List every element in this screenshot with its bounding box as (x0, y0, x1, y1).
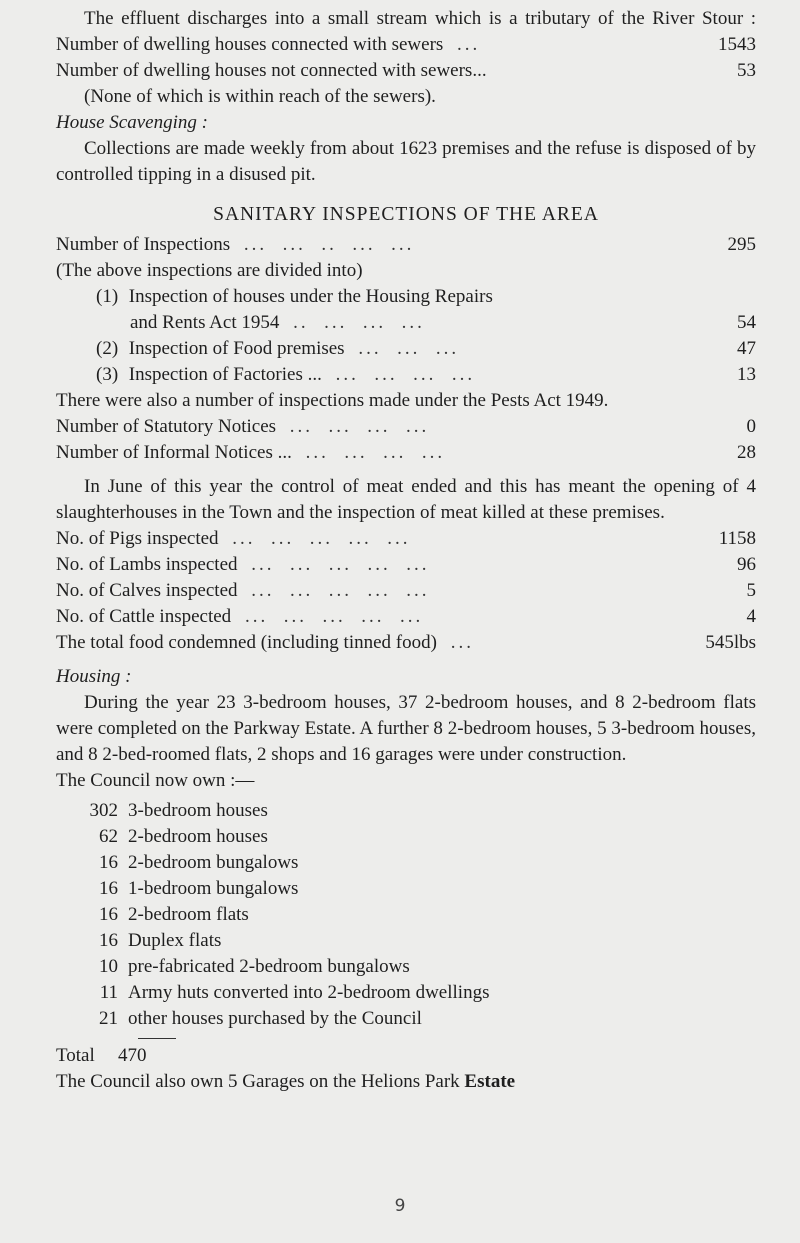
table-row (56, 578, 756, 604)
list-count: 11 (99, 982, 118, 1003)
statutory-label: Number of Statutory Notices (56, 416, 277, 437)
list-desc: 2-bedroom houses (128, 826, 268, 847)
statutory-value: 0 (746, 416, 756, 437)
informal-value: 28 (737, 442, 756, 463)
inspection-item-3 (56, 362, 756, 388)
garages-bold: Estate (464, 1071, 516, 1092)
sewer-not-connected-row (56, 58, 756, 84)
leader-dots: ... ... ... ... ... (224, 528, 411, 549)
list-desc: Army huts converted into 2-bedroom dwellings (128, 982, 490, 1003)
leader-dots: ... ... ... ... ... (243, 580, 430, 601)
list-item (84, 850, 756, 876)
meat-label: No. of Pigs inspected (56, 528, 219, 549)
item-line1: Inspection of houses under the Housing Repairs (128, 286, 493, 307)
effluent-paragraph: The effluent discharges into a small stream which is a tributary of the River Stour : (84, 8, 756, 29)
informal-notices-row (56, 440, 756, 466)
housing-paragraph: During the year 23 3-bedroom houses, 37 2-bedroom houses, and 8 2-bedroom flats were completed on the Parkway Estate. A further 8 2-bedroom houses, 5 3-bedroom houses, and 8 2-bed-roomed flats, 2 shops and 16 garages were under construction. (56, 692, 756, 765)
item-line2: and Rents Act 1954 (130, 312, 280, 333)
page-content (56, 6, 756, 1095)
list-desc: 2-bedroom flats (128, 904, 249, 925)
meat-value: 96 (737, 554, 756, 575)
list-item (84, 980, 756, 1006)
pests-paragraph: There were also a number of inspections made under the Pests Act 1949. (56, 390, 609, 411)
item-label: Inspection of Food premises (128, 338, 345, 359)
table-row (56, 630, 756, 656)
leader-dots: ... ... ... ... (297, 442, 446, 463)
item-value: 54 (737, 312, 756, 333)
page-number: 9 (394, 1196, 406, 1216)
scavenging-paragraph: Collections are made weekly from about 1623 premises and the refuse is disposed of by controlled tipping in a disused pit. (56, 138, 756, 185)
leader-dots: ... ... ... ... ... (237, 606, 424, 627)
item-number: (1) (96, 286, 119, 307)
table-row (56, 604, 756, 630)
leader-dots: ... ... ... ... (327, 364, 476, 385)
garages-line (56, 1069, 756, 1095)
item-label: Inspection of Factories ... (128, 364, 322, 385)
list-item (84, 902, 756, 928)
housing-heading: Housing : (56, 666, 132, 687)
meat-label: No. of Cattle inspected (56, 606, 232, 627)
leader-dots: ... ... ... ... ... (243, 554, 430, 575)
list-count: 62 (99, 826, 118, 847)
list-desc: pre-fabricated 2-bedroom bungalows (128, 956, 410, 977)
list-desc: other houses purchased by the Council (128, 1008, 422, 1029)
inspections-number-row (56, 232, 756, 258)
meat-value: 4 (746, 606, 756, 627)
list-count: 16 (99, 878, 118, 899)
sewer-connected-label: Number of dwelling houses connected with sewers (56, 34, 444, 55)
sewer-connected-row (56, 32, 756, 58)
inspection-item-2 (56, 336, 756, 362)
list-item (84, 954, 756, 980)
list-item (84, 876, 756, 902)
item-value: 13 (737, 364, 756, 385)
total-label: Total (56, 1045, 95, 1066)
leader-dots: ... (449, 34, 489, 55)
list-item (84, 1006, 756, 1032)
list-item (84, 928, 756, 954)
none-note: (None of which is within reach of the sewers). (84, 86, 436, 107)
meat-label: No. of Lambs inspected (56, 554, 238, 575)
informal-label: Number of Informal Notices ... (56, 442, 292, 463)
table-row (56, 526, 756, 552)
council-intro: The Council now own :— (56, 770, 255, 791)
meat-value: 545lbs (705, 632, 756, 653)
leader-dots: ... ... ... ... (282, 416, 430, 437)
total-row (56, 1043, 756, 1069)
list-count: 16 (99, 852, 118, 873)
scavenging-heading: House Scavenging : (56, 112, 208, 133)
sewer-not-connected-label: Number of dwelling houses not connected with sewers... (56, 60, 487, 81)
leader-spacer (487, 58, 737, 84)
list-item (84, 824, 756, 850)
sum-rule (138, 1038, 176, 1039)
meat-label: The total food condemned (including tinned food) (56, 632, 437, 653)
statutory-notices-row (56, 414, 756, 440)
list-count: 10 (99, 956, 118, 977)
leader-dots: .. ... ... ... (285, 312, 425, 333)
list-desc: 2-bedroom bungalows (128, 852, 299, 873)
item-number: (3) (96, 364, 119, 385)
meat-value: 1158 (718, 528, 756, 549)
total-value: 470 (118, 1045, 147, 1066)
council-housing-list (84, 798, 756, 1032)
list-count: 21 (99, 1008, 118, 1029)
meat-value: 5 (746, 580, 756, 601)
sewer-connected-value: 1543 (718, 34, 756, 55)
table-row (56, 552, 756, 578)
meat-paragraph: In June of this year the control of meat ended and this has meant the opening of 4 slaughterhouses in the Town and the inspection of meat killed at these premises. (56, 476, 756, 523)
meat-table (56, 526, 756, 656)
sewer-not-connected-value: 53 (737, 60, 756, 81)
list-count: 16 (99, 930, 118, 951)
divided-note: (The above inspections are divided into) (56, 260, 363, 281)
inspections-number-label: Number of Inspections (56, 234, 231, 255)
leader-dots: ... (442, 632, 482, 653)
leader-dots: ... ... ... (350, 338, 460, 359)
list-count: 16 (99, 904, 118, 925)
leader-dots: ... ... .. ... ... (236, 234, 415, 255)
item-number: (2) (96, 338, 119, 359)
inspections-heading: SANITARY INSPECTIONS OF THE AREA (213, 204, 599, 225)
item-value: 47 (737, 338, 756, 359)
list-desc: 3-bedroom houses (128, 800, 268, 821)
list-count: 302 (89, 800, 118, 821)
list-desc: 1-bedroom bungalows (128, 878, 299, 899)
list-item (84, 798, 756, 824)
garages-text: The Council also own 5 Garages on the Helions Park (56, 1071, 460, 1092)
meat-label: No. of Calves inspected (56, 580, 238, 601)
inspections-number-value: 295 (727, 234, 756, 255)
list-desc: Duplex flats (128, 930, 222, 951)
inspection-item-1 (56, 284, 756, 336)
